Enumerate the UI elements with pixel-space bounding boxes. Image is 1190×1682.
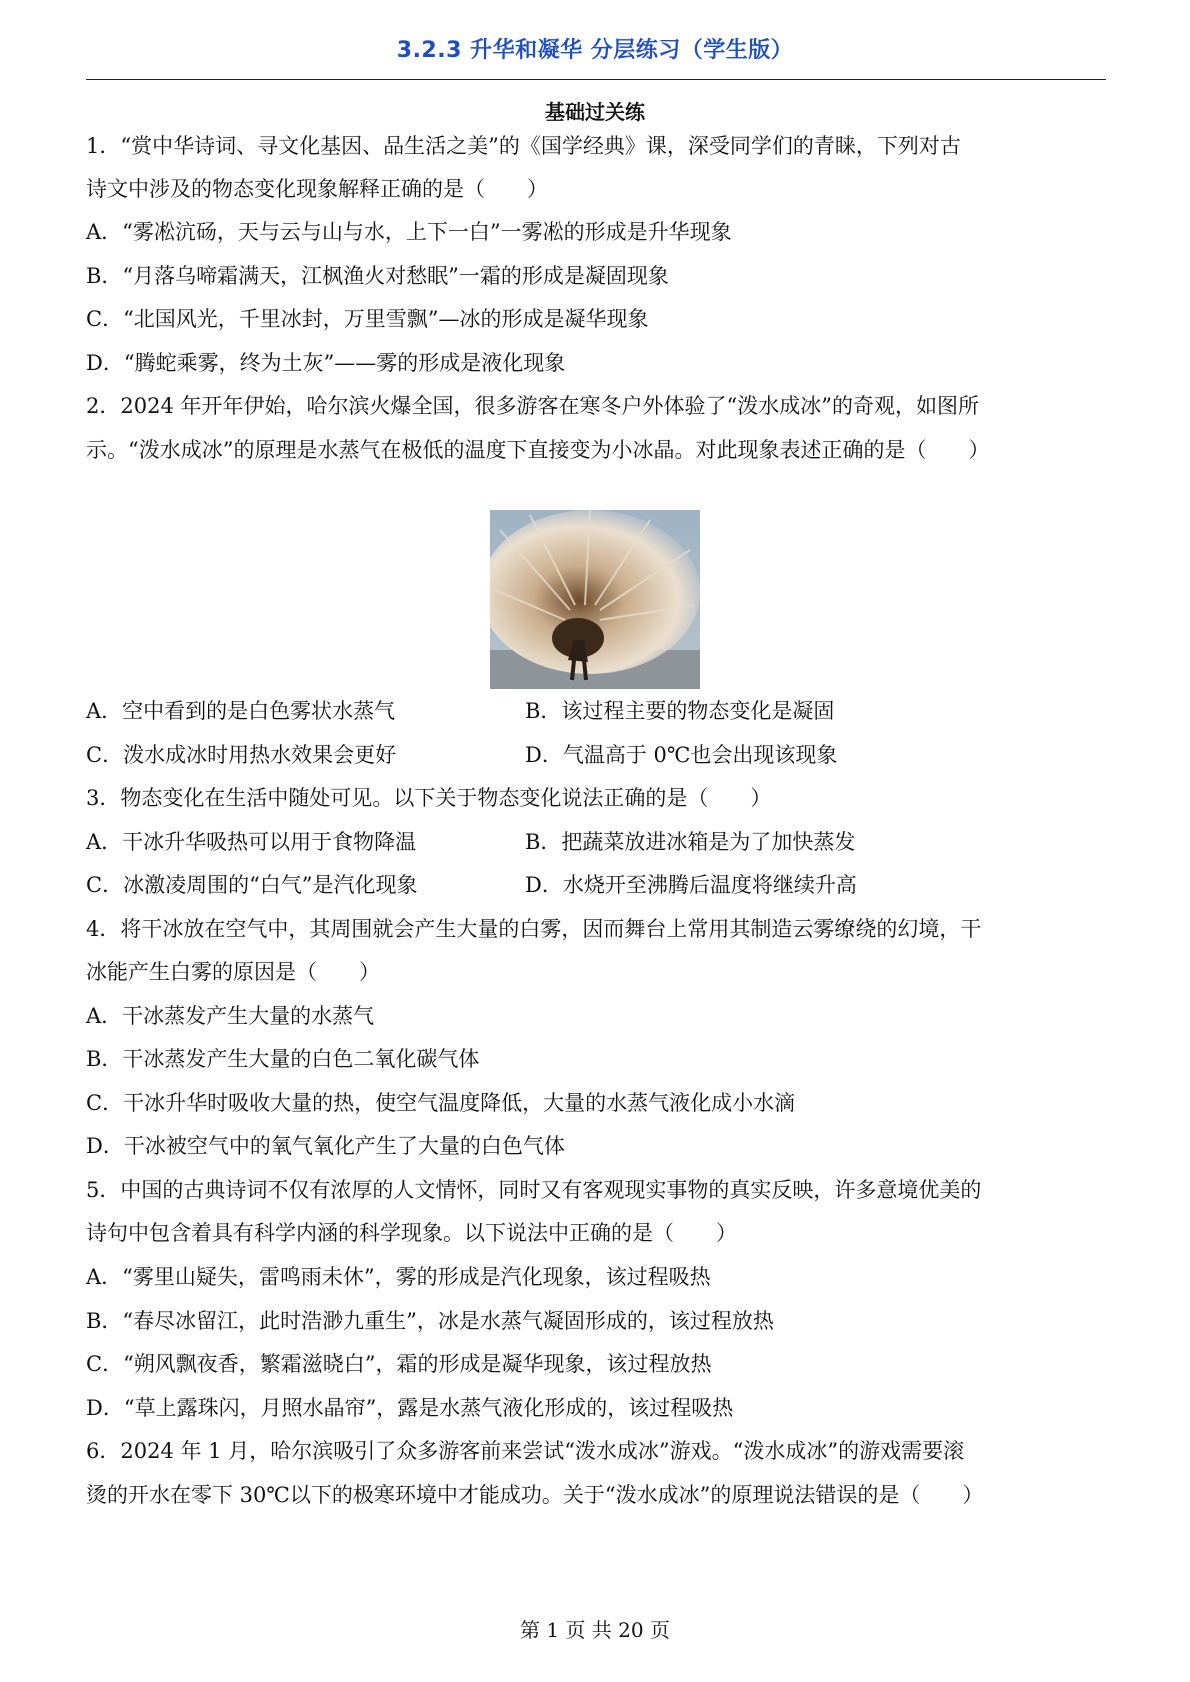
q3-stem-line1: 3．物态变化在生活中随处可见。以下关于物态变化说法正确的是（ ） <box>86 786 772 810</box>
header-divider <box>86 79 1106 80</box>
q1-option-c: C．“北国风光，千里冰封，万里雪飘”—冰的形成是凝华现象 <box>86 307 649 331</box>
q5-stem-line1: 5．中国的古典诗词不仅有浓厚的人文情怀，同时又有客观现实事物的真实反映，许多意境优美的 <box>86 1178 982 1202</box>
q1-option-b: B．“月落乌啼霜满天，江枫渔火对愁眠”一霜的形成是凝固现象 <box>86 264 669 288</box>
q5-option-a: A．“雾里山疑失，雷鸣雨未休”，雾的形成是汽化现象，该过程吸热 <box>86 1265 711 1289</box>
q3-option-c: C．冰激凌周围的“白气”是汽化现象 <box>86 873 418 897</box>
splash-ice-photo <box>490 510 700 689</box>
q6-stem-line1: 6．2024 年 1 月，哈尔滨吸引了众多游客前来尝试“泼水成冰”游戏。“泼水成冰”的游戏需要滚 <box>86 1439 965 1463</box>
q5-stem-line2: 诗句中包含着具有科学内涵的科学现象。以下说法中正确的是（ ） <box>86 1221 737 1245</box>
q5-option-d: D．“草上露珠闪，月照水晶帘”，露是水蒸气液化形成的，该过程吸热 <box>86 1396 734 1420</box>
q3-option-b: B．把蔬菜放进冰箱是为了加快蒸发 <box>525 830 856 854</box>
section-heading: 基础过关练 <box>545 100 645 124</box>
page-footer: 第 1 页 共 20 页 <box>520 1618 670 1642</box>
q4-stem-line2: 冰能产生白雾的原因是（ ） <box>86 960 380 984</box>
q1-option-d: D．“腾蛇乘雾，终为土灰”——雾的形成是液化现象 <box>86 351 566 375</box>
q2-stem-line2: 示。“泼水成冰”的原理是水蒸气在极低的温度下直接变为小冰晶。对此现象表述正确的是（ ） <box>86 438 990 462</box>
q3-option-d: D．水烧开至沸腾后温度将继续升高 <box>525 873 857 897</box>
q4-option-a: A．干冰蒸发产生大量的水蒸气 <box>86 1004 375 1028</box>
q1-stem-line1: 1．“赏中华诗词、寻文化基因、品生活之美”的《国学经典》课，深受同学们的青睐，下列对古 <box>86 134 961 158</box>
q5-option-b: B．“春尽冰留江，此时浩渺九重生”，冰是水蒸气凝固形成的，该过程放热 <box>86 1309 774 1333</box>
q3-option-a: A．干冰升华吸热可以用于食物降温 <box>86 830 417 854</box>
q4-option-b: B．干冰蒸发产生大量的白色二氧化碳气体 <box>86 1047 480 1071</box>
q4-option-d: D．干冰被空气中的氧气氧化产生了大量的白色气体 <box>86 1134 565 1158</box>
q1-stem-line2: 诗文中涉及的物态变化现象解释正确的是（ ） <box>86 177 548 201</box>
q4-option-c: C．干冰升华时吸收大量的热，使空气温度降低，大量的水蒸气液化成小水滴 <box>86 1091 796 1115</box>
q4-stem-line1: 4．将干冰放在空气中，其周围就会产生大量的白雾，因而舞台上常用其制造云雾缭绕的幻境，干 <box>86 917 982 941</box>
q6-stem-line2: 烫的开水在零下 30℃以下的极寒环境中才能成功。关于“泼水成冰”的原理说法错误的是（ ） <box>86 1483 984 1507</box>
q2-option-b: B．该过程主要的物态变化是凝固 <box>525 699 835 723</box>
q2-option-c: C．泼水成冰时用热水效果会更好 <box>86 743 397 767</box>
document-title: 3.2.3 升华和凝华 分层练习（学生版） <box>396 38 794 63</box>
q2-stem-line1: 2．2024 年开年伊始，哈尔滨火爆全国，很多游客在寒冬户外体验了“泼水成冰”的奇观，如图所 <box>86 394 979 418</box>
q5-option-c: C．“朔风飘夜香，繁霜滋晓白”，霜的形成是凝华现象，该过程放热 <box>86 1352 712 1376</box>
q2-option-a: A．空中看到的是白色雾状水蒸气 <box>86 699 396 723</box>
q1-option-a: A．“雾凇沆砀，天与云与山与水，上下一白”一雾凇的形成是升华现象 <box>86 220 732 244</box>
q2-option-d: D．气温高于 0℃也会出现该现象 <box>525 743 838 767</box>
